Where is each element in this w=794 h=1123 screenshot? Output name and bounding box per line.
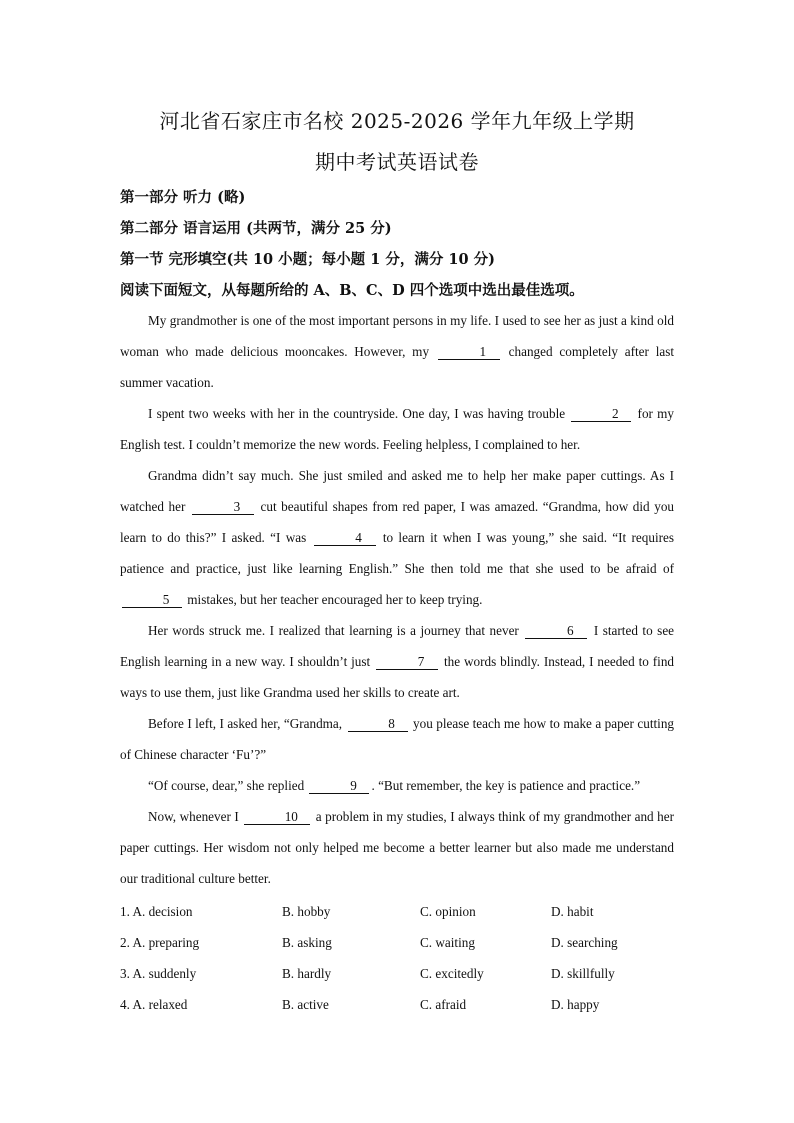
option-c: C. waiting [420,935,475,950]
passage-text: Before I left, I asked her, “Grandma, [148,716,343,731]
option-b: B. hobby [282,904,331,919]
blank-4: 4 [314,531,376,546]
option-row-4 [120,997,680,1017]
passage-text: I started to see English learning in a new way. I shouldn’t just [120,623,675,669]
exam-title-line2: 期中考试英语试卷 [315,150,479,174]
passage-text: the words blindly. Instead, I needed to find ways to use them, just like Grandma used her skills to create art. [120,654,675,700]
option-c: C. afraid [420,997,467,1012]
passage-text: “Of course, dear,” she replied [148,778,305,793]
option-a: 3. A. suddenly [120,966,197,981]
option-d: D. habit [551,904,594,919]
passage-text: mistakes, but her teacher encouraged her to keep trying. [187,592,483,607]
passage-text: changed completely after last summer vacation. [120,344,675,390]
section-1-heading: 第一部分 听力 (略) [120,189,246,206]
blank-6: 6 [525,624,587,639]
cloze-passage [120,305,674,894]
passage-text: Now, whenever I [148,809,239,824]
blank-7: 7 [376,655,438,670]
passage-paragraph-5 [120,708,674,770]
passage-text: . “But remember, the key is patience and practice.” [371,778,641,793]
blank-1: 1 [438,345,500,360]
option-c: C. excitedly [420,966,484,981]
passage-text: Grandma didn’t say much. She just smiled and asked me to help her make paper cuttings. As I watched her [120,468,674,514]
option-c: C. opinion [420,904,476,919]
option-row-2 [120,935,680,955]
exam-title-line1: 河北省石家庄市名校 2025-2026 学年九年级上学期 [159,109,635,133]
passage-paragraph-3 [120,460,674,615]
passage-text: you please teach me how to make a paper cutting of Chinese character ‘Fu’?” [120,716,675,762]
option-b: B. asking [282,935,332,950]
passage-text: cut beautiful shapes from red paper, I was amazed. “Grandma, how did you learn to do this?” I asked. “I was [120,499,675,545]
passage-text: I spent two weeks with her in the countryside. One day, I was having trouble [148,406,566,421]
option-d: D. happy [551,997,600,1012]
option-a: 2. A. preparing [120,935,200,950]
blank-9: 9 [309,779,369,794]
instruction-text: 阅读下面短文，从每题所给的 A、B、C、D 四个选项中选出最佳选项。 [120,282,584,299]
passage-paragraph-1 [120,305,674,398]
passage-text: My grandmother is one of the most important persons in my life. I used to see her as just a kind old woman who made delicious mooncakes. However, my [120,313,674,359]
option-d: D. skillfully [551,966,615,981]
blank-8: 8 [348,717,408,732]
option-row-1 [120,904,680,924]
passage-text: for my English test. I couldn’t memorize the new words. Feeling helpless, I complained to her. [120,406,674,452]
section-2-heading: 第二部分 语言运用 (共两节，满分 25 分) [120,220,392,237]
option-row-3 [120,966,680,986]
option-a: 1. A. decision [120,904,193,919]
passage-text: Her words struck me. I realized that learning is a journey that never [148,623,519,638]
blank-3: 3 [192,500,254,515]
passage-text: to learn it when I was young,” she said. “It requires patience and practice, just like learning English.” She then told me that she used to be afraid of [120,530,674,576]
blank-5: 5 [122,593,182,608]
passage-paragraph-6 [120,770,674,801]
option-a: 4. A. relaxed [120,997,188,1012]
option-b: B. hardly [282,966,332,981]
option-d: D. searching [551,935,618,950]
blank-2: 2 [571,407,631,422]
blank-10: 10 [244,810,310,825]
passage-paragraph-4 [120,615,674,708]
passage-paragraph-7 [120,801,674,894]
passage-text: a problem in my studies, I always think of my grandmother and her paper cuttings. Her wisdom not only helped me become a better learner but also made me understand our traditional culture better. [120,809,675,886]
subsection-1-heading: 第一节 完形填空(共 10 小题；每小题 1 分，满分 10 分) [120,251,496,268]
option-b: B. active [282,997,329,1012]
passage-paragraph-2 [120,398,674,460]
